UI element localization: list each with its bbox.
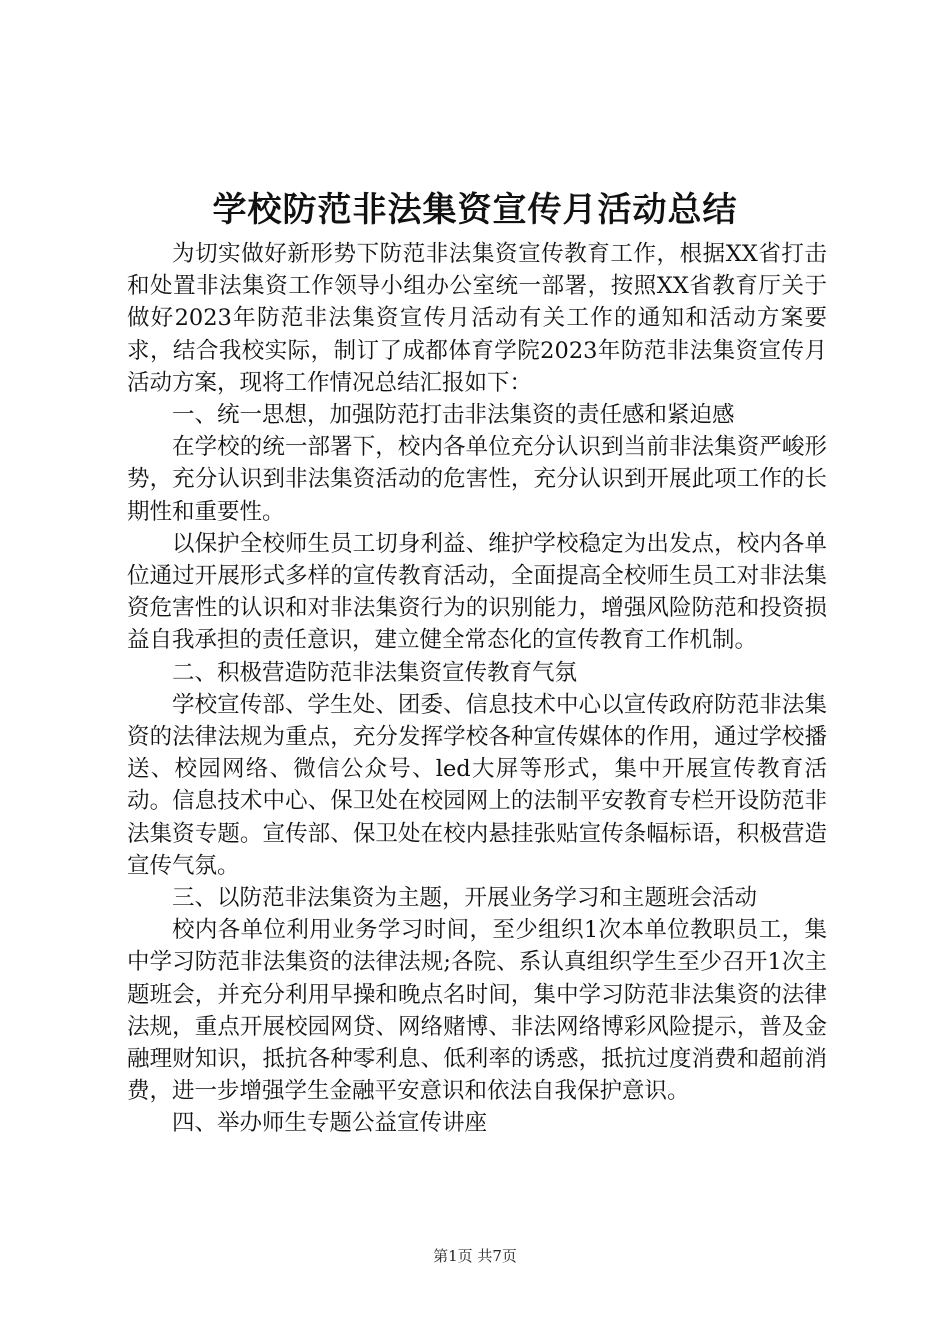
- document-title: 学校防范非法集资宣传月活动总结: [212, 190, 738, 230]
- page-footer: 第1页 共7页: [433, 1247, 517, 1265]
- section-heading-3: 三、以防范非法集资为主题，开展业务学习和主题班会活动: [172, 885, 758, 912]
- section-1-paragraph-2: 以保护全校师生员工切身利益、维护学校稳定为出发点，校内各单位通过开展形式多样的宣传教育活动，全面提高全校师生员工对非法集资危害性的认识和对非法集资行为的识别能力，增强风险防范和投资损益自我承担的责任意识，建立健全常态化的宣传教育工作机制。: [127, 530, 827, 654]
- section-1-paragraph-1: 在学校的统一部署下，校内各单位充分认识到当前非法集资严峻形势，充分认识到非法集资活动的危害性，充分认识到开展此项工作的长期性和重要性。: [127, 434, 827, 525]
- document-body: [127, 238, 827, 1140]
- intro-paragraph: 为切实做好新形势下防范非法集资宣传教育工作，根据XX省打击和处置非法集资工作领导小组办公室统一部署，按照XX省教育厅关于做好2023年防范非法集资宣传月活动有关工作的通知和活动方案要求，结合我校实际，制订了成都体育学院2023年防范非法集资宣传月活动方案，现将工作情况总结汇报如下：: [127, 241, 827, 396]
- section-heading-2: 二、积极营造防范非法集资宣传教育气氛: [172, 659, 578, 686]
- section-2-paragraph-1: 学校宣传部、学生处、团委、信息技术中心以宣传政府防范非法集资的法律法规为重点，充分发挥学校各种宣传媒体的作用，通过学校播送、校园网络、微信公众号、led大屏等形式，集中开展宣传教育活动。信息技术中心、保卫处在校园网上的法制平安教育专栏开设防范非法集资专题。宣传部、保卫处在校内悬挂张贴宣传条幅标语，积极营造宣传气氛。: [127, 691, 827, 879]
- section-heading-4: 四、举办师生专题公益宣传讲座: [172, 1110, 488, 1137]
- section-heading-1: 一、统一思想，加强防范打击非法集资的责任感和紧迫感: [172, 402, 735, 429]
- section-3-paragraph-1: 校内各单位利用业务学习时间，至少组织1次本单位教职员工，集中学习防范非法集资的法律法规;各院、系认真组织学生至少召开1次主题班会，并充分利用早操和晚点名时间，集中学习防范非法集资的法律法规，重点开展校园网贷、网络赌博、非法网络博彩风险提示，普及金融理财知识，抵抗各种零利息、低利率的诱惑，抵抗过度消费和超前消费，进一步增强学生金融平安意识和依法自我保护意识。: [127, 917, 827, 1105]
